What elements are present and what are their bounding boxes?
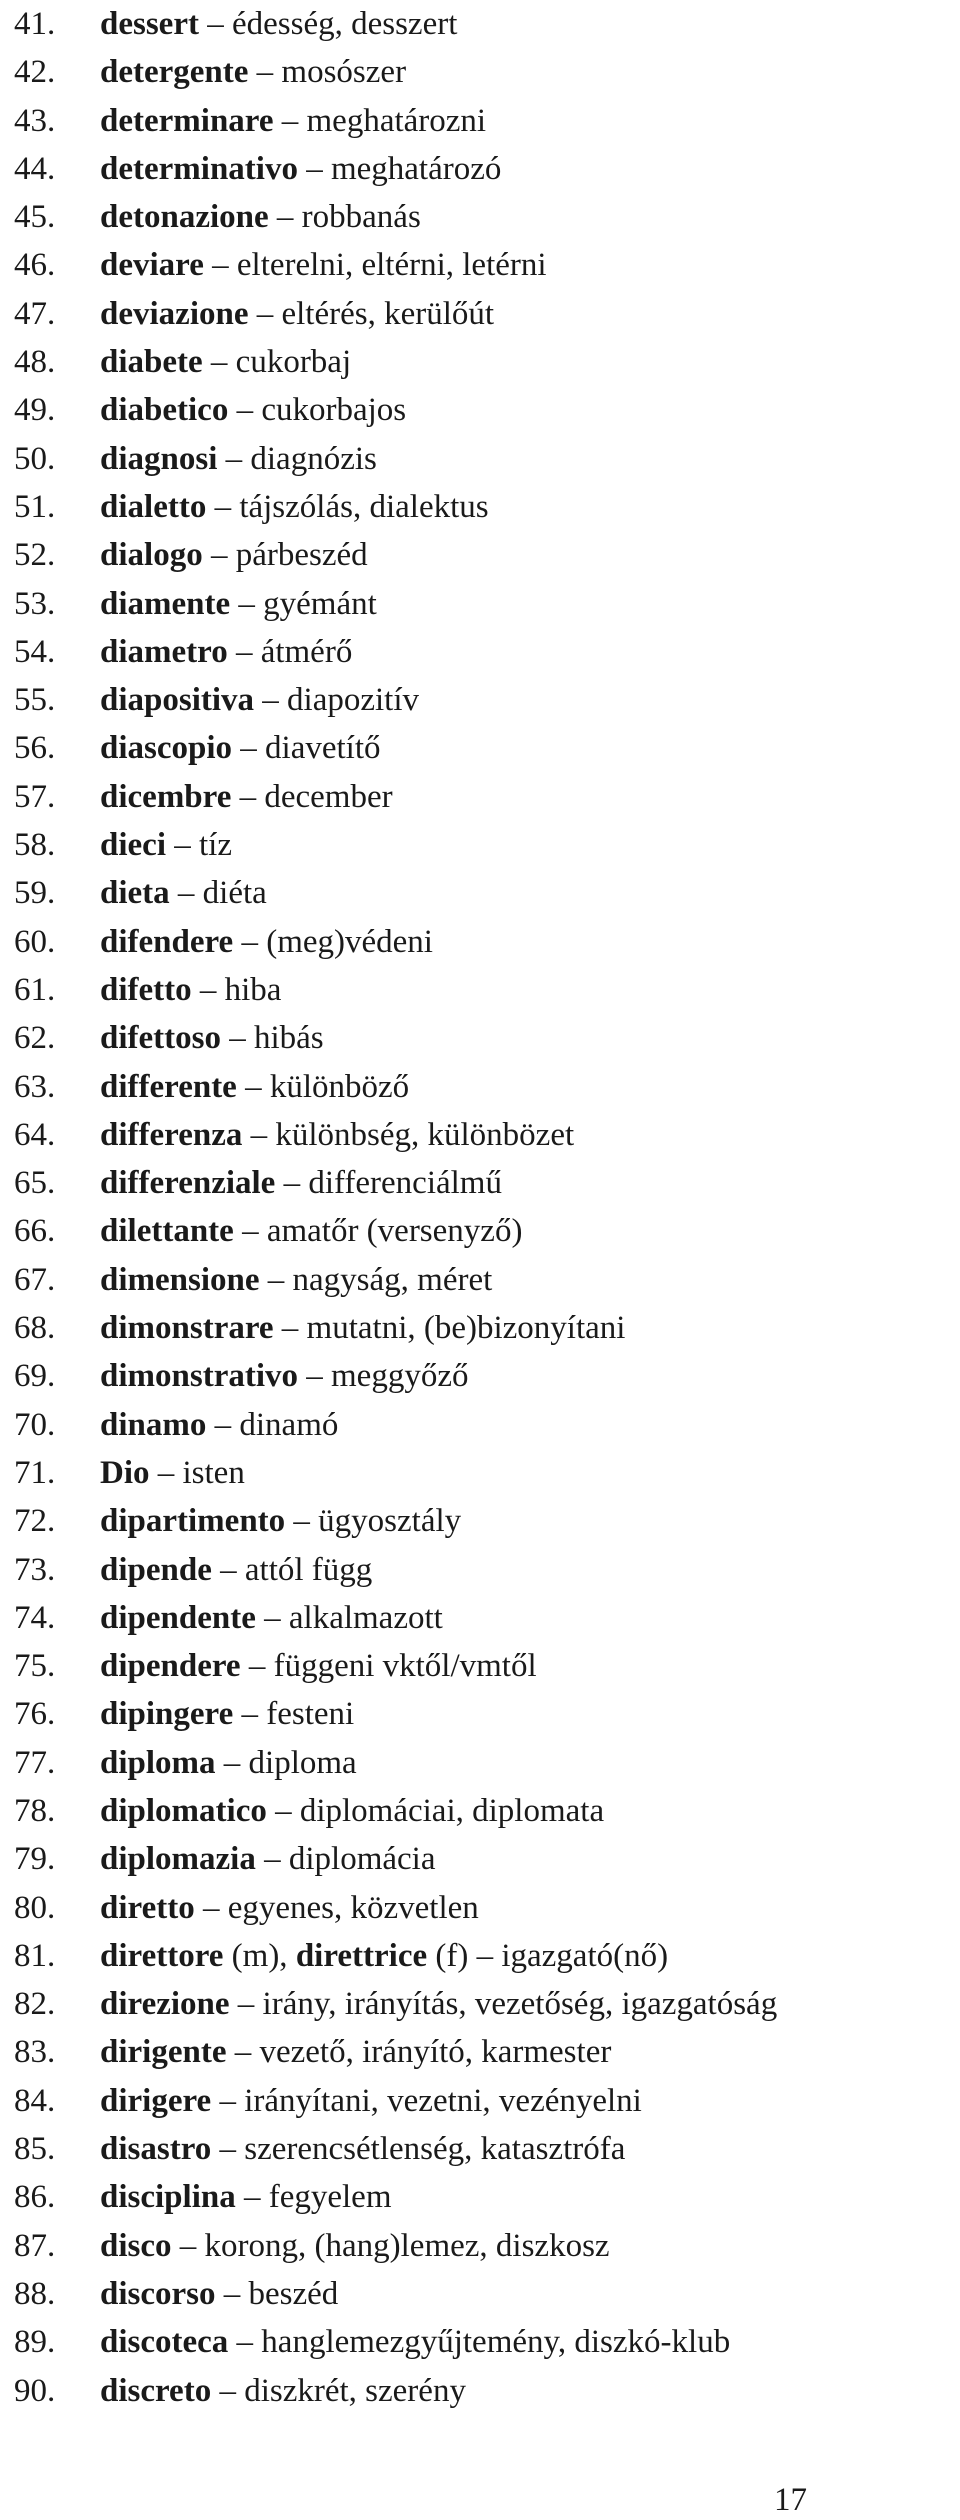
- italian-term: detonazione: [100, 199, 269, 236]
- italian-term: determinare: [100, 102, 274, 139]
- hungarian-translation: – meghatározó: [297, 150, 502, 187]
- italian-term: discorso: [100, 2275, 216, 2312]
- italian-term: diploma: [100, 1744, 216, 1781]
- italian-term: direzione: [100, 1986, 230, 2023]
- entry-text: [100, 1352, 468, 1400]
- entry-number: 43.: [14, 102, 56, 139]
- italian-term: disco: [100, 2227, 172, 2264]
- hungarian-translation: – diéta: [169, 875, 267, 912]
- italian-term: dicembre: [100, 778, 232, 815]
- list-item: [14, 290, 954, 338]
- italian-term: difetto: [100, 971, 192, 1008]
- italian-term: deviazione: [100, 295, 249, 332]
- italian-term: dieta: [100, 875, 170, 912]
- entry-text: [100, 1739, 357, 1787]
- entry-text: [100, 1546, 372, 1594]
- entry-text: [100, 918, 433, 966]
- list-item: [14, 1546, 954, 1594]
- italian-term: discreto: [100, 2372, 212, 2409]
- entry-text: [100, 0, 457, 48]
- entry-number: 77.: [14, 1744, 56, 1781]
- italian-term: dilettante: [100, 1213, 234, 1250]
- entry-number: 48.: [14, 344, 56, 381]
- list-item: [14, 48, 954, 96]
- list-item: [14, 966, 954, 1014]
- entry-number: 52.: [14, 537, 56, 574]
- list-item: [14, 1884, 954, 1932]
- entry-text: [100, 531, 368, 579]
- italian-term: diretto: [100, 1889, 195, 1926]
- list-item: [14, 1835, 954, 1883]
- entry-text: [100, 1980, 777, 2028]
- entry-text: [100, 48, 406, 96]
- italian-term: diapositiva: [100, 682, 255, 719]
- entry-text: [100, 1014, 324, 1062]
- italian-term: dimonstrativo: [100, 1358, 298, 1395]
- entry-number: 83.: [14, 2034, 56, 2071]
- entry-text: [100, 1401, 338, 1449]
- list-item: [14, 241, 954, 289]
- entry-text: [100, 1063, 409, 1111]
- italian-term: deviare: [100, 247, 204, 284]
- entry-number: 59.: [14, 875, 56, 912]
- hungarian-translation: – diszkrét, szerény: [211, 2372, 466, 2409]
- list-item: [14, 2173, 954, 2221]
- list-item: [14, 1111, 954, 1159]
- entry-number: 51.: [14, 488, 56, 525]
- list-item: [14, 1352, 954, 1400]
- hungarian-translation: (m),: [223, 1937, 296, 1974]
- entry-number: 45.: [14, 199, 56, 236]
- hungarian-translation: – irányítani, vezetni, vezényelni: [211, 2082, 642, 2119]
- page-number: 17: [774, 2482, 807, 2518]
- entry-text: [100, 97, 486, 145]
- hungarian-translation: – eltérés, kerülőút: [248, 295, 495, 332]
- entry-text: [100, 2077, 642, 2125]
- hungarian-translation: – diavetítő: [232, 730, 381, 767]
- italian-term: diascopio: [100, 730, 233, 767]
- entry-text: [100, 1835, 435, 1883]
- entry-number: 55.: [14, 682, 56, 719]
- italian-term: dimensione: [100, 1261, 260, 1298]
- entry-number: 79.: [14, 1841, 56, 1878]
- italian-term: direttrice: [295, 1937, 428, 1974]
- hungarian-translation: – gyémánt: [230, 585, 377, 622]
- hungarian-translation: – nagyság, méret: [259, 1261, 493, 1298]
- list-item: [14, 2270, 954, 2318]
- list-item: [14, 1159, 954, 1207]
- entry-text: [100, 338, 351, 386]
- hungarian-translation: – diplomácia: [255, 1841, 436, 1878]
- entry-text: [100, 145, 501, 193]
- italian-term: dipingere: [100, 1696, 234, 1733]
- italian-term: difendere: [100, 923, 234, 960]
- italian-term: differente: [100, 1068, 237, 1105]
- entry-number: 73.: [14, 1551, 56, 1588]
- list-item: [14, 1642, 954, 1690]
- hungarian-translation: – beszéd: [215, 2275, 339, 2312]
- hungarian-translation: – édesség, desszert: [198, 6, 458, 42]
- hungarian-translation: – isten: [149, 1454, 245, 1491]
- list-item: [14, 1014, 954, 1062]
- entry-number: 72.: [14, 1503, 56, 1540]
- hungarian-translation: – hiba: [191, 971, 282, 1008]
- entry-text: [100, 1594, 443, 1642]
- hungarian-translation: – cukorbaj: [202, 344, 352, 381]
- entry-text: [100, 1932, 668, 1980]
- hungarian-translation: – hanglemezgyűjtemény, diszkó-klub: [228, 2324, 731, 2361]
- hungarian-translation: – különbség, különbözet: [242, 1116, 575, 1153]
- entry-text: [100, 1207, 522, 1255]
- entry-number: 41.: [14, 6, 56, 42]
- italian-term: diplomazia: [100, 1841, 256, 1878]
- entry-text: [100, 2367, 466, 2415]
- list-item: [14, 2222, 954, 2270]
- italian-term: dipendere: [100, 1648, 241, 1685]
- entry-number: 88.: [14, 2275, 56, 2312]
- entry-number: 75.: [14, 1648, 56, 1685]
- entry-number: 78.: [14, 1792, 56, 1829]
- italian-term: diamente: [100, 585, 231, 622]
- entry-number: 63.: [14, 1068, 56, 1105]
- entry-text: [100, 628, 352, 676]
- italian-term: disciplina: [100, 2179, 236, 2216]
- hungarian-translation: – diplomáciai, diplomata: [266, 1792, 605, 1829]
- italian-term: diametro: [100, 633, 228, 670]
- list-item: [14, 1690, 954, 1738]
- entry-number: 53.: [14, 585, 56, 622]
- list-item: [14, 0, 954, 48]
- hungarian-translation: – elterelni, eltérni, letérni: [203, 247, 547, 284]
- hungarian-translation: – attól függ: [211, 1551, 373, 1588]
- list-item: [14, 1207, 954, 1255]
- hungarian-translation: – amatőr (versenyző): [233, 1213, 523, 1250]
- hungarian-translation: – fegyelem: [235, 2179, 392, 2216]
- list-item: [14, 386, 954, 434]
- entry-text: [100, 435, 377, 483]
- entry-text: [100, 2028, 611, 2076]
- entry-number: 60.: [14, 923, 56, 960]
- list-item: [14, 483, 954, 531]
- hungarian-translation: – irány, irányítás, vezetőség, igazgatóság: [229, 1986, 778, 2023]
- hungarian-translation: – párbeszéd: [202, 537, 368, 574]
- hungarian-translation: – tíz: [165, 827, 232, 864]
- list-item: [14, 193, 954, 241]
- entry-text: [100, 2125, 625, 2173]
- list-item: [14, 2077, 954, 2125]
- entry-number: 65.: [14, 1165, 56, 1202]
- hungarian-translation: – mosószer: [248, 54, 407, 91]
- list-item: [14, 724, 954, 772]
- entry-text: [100, 821, 232, 869]
- hungarian-translation: – tájszólás, dialektus: [206, 488, 489, 525]
- list-item: [14, 869, 954, 917]
- list-item: [14, 531, 954, 579]
- italian-term: diplomatico: [100, 1792, 267, 1829]
- entry-number: 68.: [14, 1310, 56, 1347]
- list-item: [14, 918, 954, 966]
- italian-term: diagnosi: [100, 440, 218, 477]
- entry-number: 56.: [14, 730, 56, 767]
- list-item: [14, 821, 954, 869]
- entry-number: 74.: [14, 1599, 56, 1636]
- entry-text: [100, 773, 393, 821]
- list-item: [14, 580, 954, 628]
- list-item: [14, 1401, 954, 1449]
- list-item: [14, 2028, 954, 2076]
- entry-number: 54.: [14, 633, 56, 670]
- hungarian-translation: – egyenes, közvetlen: [194, 1889, 479, 1926]
- list-item: [14, 338, 954, 386]
- hungarian-translation: – szerencsétlenség, katasztrófa: [211, 2131, 626, 2168]
- entry-number: 85.: [14, 2131, 56, 2168]
- entry-number: 76.: [14, 1696, 56, 1733]
- entry-number: 71.: [14, 1454, 56, 1491]
- list-item: [14, 2367, 954, 2415]
- list-item: [14, 1063, 954, 1111]
- hungarian-translation: – diploma: [215, 1744, 357, 1781]
- hungarian-translation: – december: [231, 778, 393, 815]
- entry-text: [100, 2318, 730, 2366]
- entry-text: [100, 1111, 574, 1159]
- entry-text: [100, 2173, 392, 2221]
- entry-number: 58.: [14, 827, 56, 864]
- italian-term: dieci: [100, 827, 166, 864]
- list-item: [14, 1304, 954, 1352]
- italian-term: Dio: [100, 1454, 150, 1491]
- list-item: [14, 2125, 954, 2173]
- hungarian-translation: – diagnózis: [217, 440, 377, 477]
- entry-number: 62.: [14, 1020, 56, 1057]
- italian-term: dipendente: [100, 1599, 256, 1636]
- list-item: [14, 1497, 954, 1545]
- italian-term: dirigente: [100, 2034, 227, 2071]
- entry-number: 69.: [14, 1358, 56, 1395]
- italian-term: dipartimento: [100, 1503, 286, 1540]
- entry-number: 67.: [14, 1261, 56, 1298]
- list-item: [14, 1980, 954, 2028]
- hungarian-translation: – hibás: [220, 1020, 324, 1057]
- hungarian-translation: (f) – igazgató(nő): [427, 1937, 669, 1974]
- italian-term: diabete: [100, 344, 203, 381]
- italian-term: diabetico: [100, 392, 229, 429]
- italian-term: dimonstrare: [100, 1310, 274, 1347]
- hungarian-translation: – átmérő: [227, 633, 353, 670]
- entry-number: 80.: [14, 1889, 56, 1926]
- entry-number: 84.: [14, 2082, 56, 2119]
- hungarian-translation: – korong, (hang)lemez, diszkosz: [171, 2227, 610, 2264]
- list-item: [14, 676, 954, 724]
- italian-term: discoteca: [100, 2324, 229, 2361]
- list-item: [14, 1594, 954, 1642]
- hungarian-translation: – cukorbajos: [228, 392, 407, 429]
- hungarian-translation: – meggyőző: [298, 1358, 469, 1395]
- entry-number: 57.: [14, 778, 56, 815]
- hungarian-translation: – különböző: [236, 1068, 410, 1105]
- hungarian-translation: – robbanás: [268, 199, 421, 236]
- italian-term: dinamo: [100, 1406, 207, 1443]
- entry-number: 64.: [14, 1116, 56, 1153]
- entry-number: 44.: [14, 150, 56, 187]
- entry-number: 81.: [14, 1937, 56, 1974]
- list-item: [14, 1739, 954, 1787]
- italian-term: dialogo: [100, 537, 203, 574]
- italian-term: dipende: [100, 1551, 212, 1588]
- entry-number: 47.: [14, 295, 56, 332]
- list-item: [14, 2318, 954, 2366]
- entry-number: 82.: [14, 1986, 56, 2023]
- hungarian-translation: – vezető, irányító, karmester: [226, 2034, 612, 2071]
- entry-text: [100, 966, 281, 1014]
- list-item: [14, 97, 954, 145]
- entry-text: [100, 1159, 502, 1207]
- entry-text: [100, 1642, 537, 1690]
- list-item: [14, 1932, 954, 1980]
- hungarian-translation: – differenciálmű: [275, 1165, 502, 1202]
- italian-term: detergente: [100, 54, 249, 91]
- italian-term: disastro: [100, 2131, 212, 2168]
- entry-text: [100, 386, 406, 434]
- entry-text: [100, 1497, 461, 1545]
- entry-text: [100, 1884, 479, 1932]
- entry-text: [100, 193, 421, 241]
- entry-text: [100, 483, 489, 531]
- entry-text: [100, 580, 377, 628]
- entry-number: 70.: [14, 1406, 56, 1443]
- entry-number: 61.: [14, 971, 56, 1008]
- italian-term: dessert: [100, 6, 199, 42]
- italian-term: differenziale: [100, 1165, 276, 1202]
- vocabulary-list: [14, 0, 954, 2415]
- hungarian-translation: – diapozitív: [254, 682, 420, 719]
- entry-number: 86.: [14, 2179, 56, 2216]
- italian-term: differenza: [100, 1116, 243, 1153]
- hungarian-translation: – mutatni, (be)bizonyítani: [273, 1310, 626, 1347]
- entry-text: [100, 869, 267, 917]
- entry-text: [100, 1304, 625, 1352]
- list-item: [14, 435, 954, 483]
- hungarian-translation: – meghatározni: [273, 102, 487, 139]
- entry-number: 46.: [14, 247, 56, 284]
- entry-text: [100, 2270, 338, 2318]
- list-item: [14, 773, 954, 821]
- entry-text: [100, 241, 547, 289]
- hungarian-translation: – dinamó: [206, 1406, 339, 1443]
- list-item: [14, 1256, 954, 1304]
- italian-term: determinativo: [100, 150, 298, 187]
- italian-term: direttore: [100, 1937, 224, 1974]
- entry-number: 50.: [14, 440, 56, 477]
- entry-number: 89.: [14, 2324, 56, 2361]
- entry-text: [100, 1449, 245, 1497]
- entry-text: [100, 1690, 354, 1738]
- entry-text: [100, 1787, 604, 1835]
- entry-text: [100, 290, 494, 338]
- italian-term: dirigere: [100, 2082, 212, 2119]
- entry-number: 42.: [14, 54, 56, 91]
- entry-number: 66.: [14, 1213, 56, 1250]
- entry-text: [100, 1256, 492, 1304]
- entry-text: [100, 676, 419, 724]
- list-item: [14, 628, 954, 676]
- list-item: [14, 1449, 954, 1497]
- hungarian-translation: – (meg)védeni: [233, 923, 433, 960]
- hungarian-translation: – alkalmazott: [255, 1599, 443, 1636]
- list-item: [14, 1787, 954, 1835]
- hungarian-translation: – festeni: [233, 1696, 355, 1733]
- entry-number: 90.: [14, 2372, 56, 2409]
- entry-number: 49.: [14, 392, 56, 429]
- list-item: [14, 145, 954, 193]
- italian-term: dialetto: [100, 488, 207, 525]
- hungarian-translation: – függeni vktől/vmtől: [240, 1648, 537, 1685]
- entry-number: 87.: [14, 2227, 56, 2264]
- entry-text: [100, 2222, 610, 2270]
- italian-term: difettoso: [100, 1020, 221, 1057]
- hungarian-translation: – ügyosztály: [285, 1503, 462, 1540]
- entry-text: [100, 724, 381, 772]
